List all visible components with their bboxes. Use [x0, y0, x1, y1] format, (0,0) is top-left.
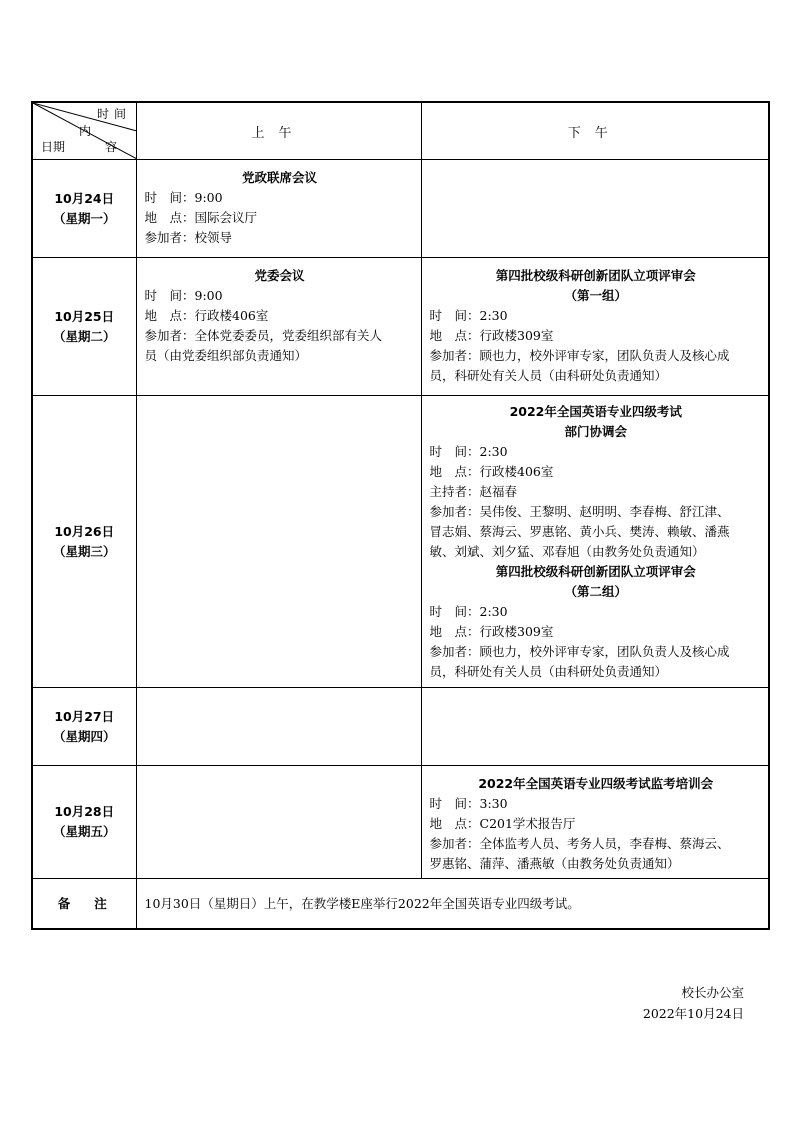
- event-title: 党政联席会议: [241, 170, 317, 185]
- weekday-text: （星期一）: [52, 210, 116, 226]
- event-detail: 地 点：行政楼309室: [429, 328, 554, 343]
- weekday-text: （星期四）: [52, 728, 116, 744]
- note-label: 备注: [32, 879, 136, 929]
- header-row: [32, 102, 769, 160]
- event-title: 部门协调会: [564, 424, 627, 439]
- event-block: [430, 562, 763, 682]
- event-detail: 地 点：行政楼309室: [429, 624, 554, 639]
- event-detail: 地 点：行政楼406室: [429, 464, 554, 479]
- afternoon-cell: [421, 688, 769, 766]
- afternoon-cell: [421, 160, 769, 258]
- schedule-table: [31, 101, 770, 930]
- event-detail: 地 点：行政楼406室: [144, 308, 269, 323]
- date-cell: [32, 258, 136, 396]
- afternoon-cell: [421, 396, 769, 688]
- date-text: 10月25日: [54, 308, 115, 324]
- event-block: [430, 402, 763, 562]
- morning-cell: [136, 688, 421, 766]
- event-detail: 参加者：顾也力，校外评审专家，团队负责人及核心成: [429, 348, 730, 363]
- diag-date-label: 日期: [41, 140, 66, 154]
- weekday-text: （星期二）: [52, 328, 116, 344]
- weekday-text: （星期三）: [52, 543, 116, 559]
- event-detail: 冒志娟、蔡海云、罗惠铭、黄小兵、樊涛、赖敏、潘燕: [429, 524, 730, 539]
- event-detail: 地 点：国际会议厅: [144, 210, 258, 225]
- morning-cell: [136, 766, 421, 879]
- note-text: 10月30日（星期日）上午，在教学楼E座举行2022年全国英语专业四级考试。: [136, 879, 769, 929]
- event-detail: 时 间：2:30: [429, 308, 508, 323]
- weekday-text: （星期五）: [52, 824, 116, 839]
- date-text: 10月27日: [54, 708, 115, 724]
- day-row: [32, 160, 769, 258]
- afternoon-cell: [421, 766, 769, 879]
- afternoon-cell: [421, 258, 769, 396]
- event-detail: 参加者：吴伟俊、王黎明、赵明明、李春梅、舒江津、: [429, 504, 730, 519]
- morning-cell: [136, 396, 421, 688]
- event-detail: 地 点：C201学术报告厅: [429, 816, 576, 831]
- date-text: 10月28日: [54, 804, 115, 819]
- diagonal-header-cell: [32, 102, 136, 160]
- event-detail: 时 间：9:00: [144, 288, 223, 303]
- signature-office: 校长办公室: [681, 985, 744, 1000]
- day-row: [32, 688, 769, 766]
- event-block: [430, 774, 763, 874]
- diag-time-label: 时间: [97, 107, 132, 121]
- day-rows: [32, 160, 769, 879]
- event-detail: 参加者：全体监考人员、考务人员，李春梅、蔡海云、: [429, 836, 730, 851]
- event-title: （第二组）: [564, 584, 627, 599]
- date-cell: [32, 688, 136, 766]
- event-detail: 参加者：全体党委委员，党委组织部有关人: [144, 328, 383, 343]
- event-detail: 时 间：3:30: [429, 796, 508, 811]
- day-row: [32, 258, 769, 396]
- event-detail: 参加者：顾也力，校外评审专家，团队负责人及核心成: [429, 644, 730, 659]
- day-row: [32, 766, 769, 879]
- diag-content-label-1: 内: [79, 124, 92, 138]
- event-title: 党委会议: [254, 268, 305, 283]
- morning-cell: [136, 258, 421, 396]
- event-title: （第一组）: [564, 288, 627, 303]
- event-detail: 时 间：2:30: [429, 604, 508, 619]
- event-detail: 参加者：校领导: [144, 230, 233, 245]
- morning-cell: [136, 160, 421, 258]
- event-detail: 员（由党委组织部负责通知）: [144, 348, 308, 363]
- event-detail: 主持者：赵福春: [429, 484, 518, 499]
- event-detail: 时 间：9:00: [144, 190, 223, 205]
- note-row: [32, 879, 769, 929]
- date-text: 10月24日: [54, 190, 115, 206]
- event-detail: 时 间：2:30: [429, 444, 508, 459]
- event-block: [145, 266, 415, 366]
- date-cell: [32, 396, 136, 688]
- event-title: 2022年全国英语专业四级考试: [509, 404, 682, 419]
- signature-date: 2022年10月24日: [642, 1006, 744, 1021]
- date-text: 10月26日: [54, 523, 115, 539]
- event-detail: 敏、刘斌、刘夕猛、邓春旭（由教务处负责通知）: [429, 544, 705, 559]
- event-title: 第四批校级科研创新团队立项评审会: [495, 268, 696, 283]
- event-detail: 员，科研处有关人员（由科研处负责通知）: [429, 368, 668, 383]
- event-block: [145, 168, 415, 248]
- date-cell: [32, 160, 136, 258]
- event-title: 第四批校级科研创新团队立项评审会: [495, 564, 696, 579]
- event-detail: 罗惠铭、蒲萍、潘燕敏（由教务处负责通知）: [429, 856, 680, 871]
- day-row: [32, 396, 769, 688]
- event-detail: 员，科研处有关人员（由科研处负责通知）: [429, 664, 668, 679]
- event-block: [430, 266, 763, 386]
- event-title: 2022年全国英语专业四级考试监考培训会: [478, 776, 714, 791]
- diag-content-label-2: 容: [105, 140, 118, 154]
- morning-header: 上午: [136, 102, 421, 160]
- date-cell: [32, 766, 136, 879]
- afternoon-header: 下午: [421, 102, 769, 160]
